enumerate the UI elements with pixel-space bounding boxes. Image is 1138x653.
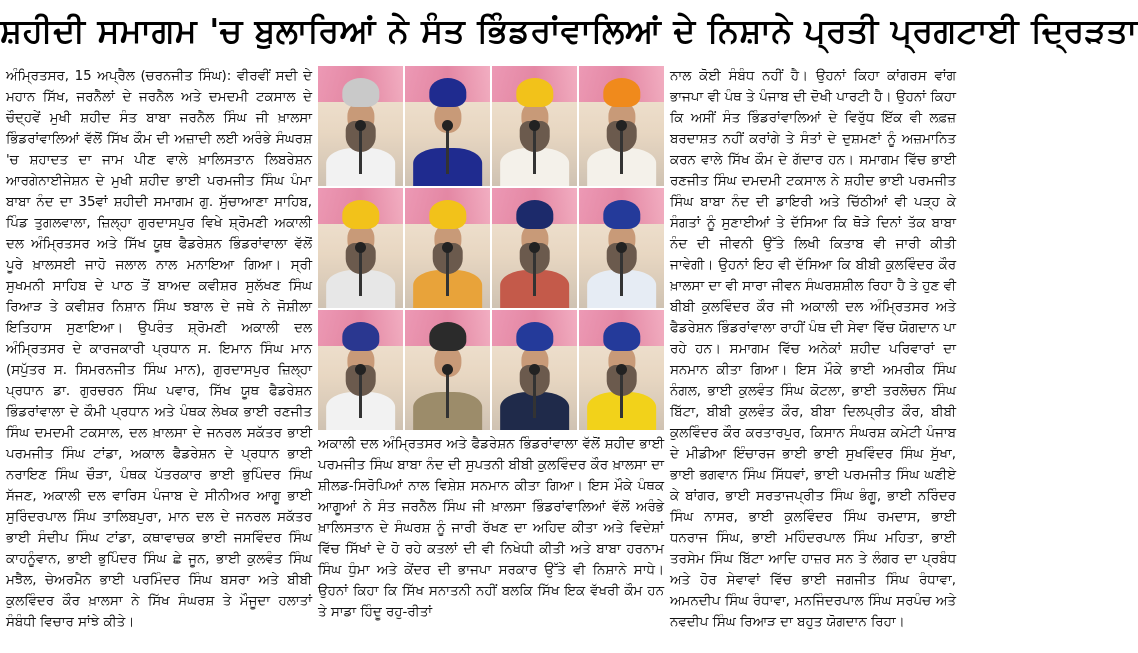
speaker-turban [429, 200, 466, 229]
speaker-photo [405, 66, 490, 186]
article-text-col1: ਅੰਮ੍ਰਿਤਸਰ, 15 ਅਪ੍ਰੈਲ (ਚਰਨਜੀਤ ਸਿੰਘ): ਵੀਰਵੀਂ ਸਦੀ ਦੇ ਮਹਾਨ ਸਿੱਖ, ਜਰਨੈਲਾਂ ਦੇ ਜਰਨੈਲ ਅਤੇ ਦਮਦਮੀ ਟਕਸਾਲ ਦੇ ਚੌਦ੍ਹਵੇਂ ਮੁਖੀ ਸ਼ਹੀਦ ਸੰਤ ਬਾਬਾ ਜਰਨੈਲ ਸਿੰਘ ਜੀ ਖ਼ਾਲਸਾ ਭਿੰਡਰਾਂਵਾਲਿਆਂ ਵੱਲੋਂ ਸਿੱਖ ਕੌਮ ਦੀ ਅਜ਼ਾਦੀ ਲਈ ਅਰੰਭੇ ਸੰਘਰਸ਼ 'ਚ ਸ਼ਹਾਦਤ ਦਾ ਜਾਮ ਪੀਣ ਵਾਲੇ ਖ਼ਾਲਿਸਤਾਨ ਲਿਬਰੇਸ਼ਨ ਆਰਗੇਨਾਈਜੇਸ਼ਨ ਦੇ ਮੁਖੀ ਸ਼ਹੀਦ ਭਾਈ ਪਰਮਜੀਤ ਸਿੰਘ ਪੰਮਾ ਬਾਬਾ ਨੰਦ ਦਾ 35ਵਾਂ ਸ਼ਹੀਦੀ ਸਮਾਗਮ ਗੁ. ਸੁੱਚਾਆਣਾ ਸਾਹਿਬ, ਪਿੰਡ ਤੁਗਲਵਾਲਾ, ਜ਼ਿਲ੍ਹਾ ਗੁਰਦਾਸਪੁਰ ਵਿਖੇ ਸ਼੍ਰੋਮਣੀ ਅਕਾਲੀ ਦਲ ਅੰਮ੍ਰਿਤਸਰ ਅਤੇ ਸਿੱਖ ਯੂਥ ਫੈਡਰੇਸ਼ਨ ਭਿੰਡਰਾਂਵਾਲਾ ਵੱਲੋਂ ਪੂਰੇ ਖ਼ਾਲਸਈ ਜਾਹੋ ਜਲਾਲ ਨਾਲ ਮਨਾਇਆ ਗਿਆ। ਸ੍ਰੀ ਸੁਖਮਨੀ ਸਾਹਿਬ ਦੇ ਪਾਠ ਤੋਂ ਬਾਅਦ ਕਵੀਸ਼ਰ ਸੁਲੱਖਣ ਸਿੰਘ ਰਿਆੜ ਤੇ ਕਵੀਸ਼ਰ ਨਿਸ਼ਾਨ ਸਿੰਘ ਝਬਾਲ ਦੇ ਜਥੇ ਨੇ ਜੋਸ਼ੀਲਾ ਇਤਿਹਾਸ ਸੁਣਾਇਆ। ਉਪਰੰਤ ਸ਼੍ਰੋਮਣੀ ਅਕਾਲੀ ਦਲ ਅੰਮ੍ਰਿਤਸਰ ਦੇ ਕਾਰਜਕਾਰੀ ਪ੍ਰਧਾਨ ਸ. ਇਮਾਨ ਸਿੰਘ ਮਾਨ (ਸਪੁੱਤਰ ਸ. ਸਿਮਰਨਜੀਤ ਸਿੰਘ ਮਾਨ), ਗੁਰਦਾਸਪੁਰ ਜ਼ਿਲ੍ਹਾ ਪ੍ਰਧਾਨ ਡਾ. ਗੁਰਚਰਨ ਸਿੰਘ ਪਵਾਰ, ਸਿੱਖ ਯੂਥ ਫੈਡਰੇਸ਼ਨ ਭਿੰਡਰਾਂਵਾਲਾ ਦੇ ਕੌਮੀ ਪ੍ਰਧਾਨ ਅਤੇ ਪੰਥਕ ਲੇਖਕ ਭਾਈ ਰਣਜੀਤ ਸਿੰਘ ਦਮਦਮੀ ਟਕਸਾਲ, ਦਲ ਖ਼ਾਲਸਾ ਦੇ ਜਨਰਲ ਸਕੱਤਰ ਭਾਈ ਪਰਮਜੀਤ ਸਿੰਘ ਟਾਂਡਾ, ਅਕਾਲ ਫੈਡਰੇਸ਼ਨ ਦੇ ਪ੍ਰਧਾਨ ਭਾਈ ਨਰਾਇਣ ਸਿੰਘ ਚੌੜਾ, ਪੰਥਕ ਪੱਤਰਕਾਰ ਭਾਈ ਭੁਪਿੰਦਰ ਸਿੰਘ ਸੱਜਣ, ਅਕਾਲੀ ਦਲ ਵਾਰਿਸ ਪੰਜਾਬ ਦੇ ਸੀਨੀਅਰ ਆਗੂ ਭਾਈ ਸੁਰਿੰਦਰਪਾਲ ਸਿੰਘ ਤਾਲਿਬਪੁਰਾ, ਮਾਨ ਦਲ ਦੇ ਜਨਰਲ ਸਕੱਤਰ ਭਾਈ ਸੰਦੀਪ ਸਿੰਘ ਟਾਂਡਾ, ਕਥਾਵਾਚਕ ਭਾਈ ਜਸਵਿੰਦਰ ਸਿੰਘ ਕਾਹਨੂੰਵਾਨ, ਭਾਈ ਭੁਪਿੰਦਰ ਸਿੰਘ ਛੇ ਜੂਨ, ਭਾਈ ਕੁਲਵੰਤ ਸਿੰਘ ਮਝੈਲ, ਚੇਅਰਮੈਨ ਭਾਈ ਪਰਮਿੰਦਰ ਸਿੰਘ ਬਸਰਾ ਅਤੇ ਬੀਬੀ ਕੁਲਵਿੰਦਰ ਕੌਰ ਖ਼ਾਲਸਾ ਨੇ ਸਿੱਖ ਸੰਘਰਸ਼ ਤੇ ਮੌਜੂਦਾ ਹਲਾਤਾਂ ਸੰਬੰਧੀ ਵਿਚਾਰ ਸਾਂਝੇ ਕੀਤੇ। [6, 69, 312, 630]
article-column-3 [670, 66, 956, 650]
speaker-turban [603, 322, 640, 351]
microphone-icon [446, 370, 449, 418]
speaker-turban [603, 200, 640, 229]
speaker-turban [342, 200, 379, 229]
speaker-turban [516, 78, 553, 107]
speaker-photo [318, 66, 403, 186]
microphone-icon [359, 248, 362, 296]
speaker-photo [579, 310, 664, 430]
speaker-photo [579, 66, 664, 186]
article-text-col2: ਅਕਾਲੀ ਦਲ ਅੰਮ੍ਰਿਤਸਰ ਅਤੇ ਫੈਡਰੇਸ਼ਨ ਭਿੰਡਰਾਂਵਾਲਾ ਵੱਲੋਂ ਸ਼ਹੀਦ ਭਾਈ ਪਰਮਜੀਤ ਸਿੰਘ ਬਾਬਾ ਨੰਦ ਦੀ ਸੁਪਤਨੀ ਬੀਬੀ ਕੁਲਵਿੰਦਰ ਕੌਰ ਖ਼ਾਲਸਾ ਦਾ ਸ਼ੀਲਡ-ਸਿਰੋਪਿਆਂ ਨਾਲ ਵਿਸ਼ੇਸ਼ ਸਨਮਾਨ ਕੀਤਾ ਗਿਆ। ਇਸ ਮੌਕੇ ਪੰਥਕ ਆਗੂਆਂ ਨੇ ਸੰਤ ਜਰਨੈਲ ਸਿੰਘ ਜੀ ਖ਼ਾਲਸਾ ਭਿੰਡਰਾਂਵਾਲਿਆਂ ਵੱਲੋਂ ਅਰੰਭੇ ਖ਼ਾਲਿਸਤਾਨ ਦੇ ਸੰਘਰਸ਼ ਨੂੰ ਜਾਰੀ ਰੱਖਣ ਦਾ ਅਹਿਦ ਕੀਤਾ ਅਤੇ ਵਿਦੇਸ਼ਾਂ ਵਿੱਚ ਸਿੱਖਾਂ ਦੇ ਹੋ ਰਹੇ ਕਤਲਾਂ ਦੀ ਵੀ ਨਿਖੇਧੀ ਕੀਤੀ ਅਤੇ ਬਾਬਾ ਹਰਨਾਮ ਸਿੰਘ ਧੁੰਮਾ ਅਤੇ ਕੇਂਦਰ ਦੀ ਭਾਜਪਾ ਸਰਕਾਰ ਉੱਤੇ ਵੀ ਨਿਸ਼ਾਨੇ ਸਾਧੇ। ਉਹਨਾਂ ਕਿਹਾ ਕਿ ਸਿੱਖ ਸਨਾਤਨੀ ਨਹੀਂ ਬਲਕਿ ਸਿੱਖ ਇਕ ਵੱਖਰੀ ਕੌਮ ਹਨ ਤੇ ਸਾਡਾ ਹਿੰਦੂ ਰਹੁ-ਰੀਤਾਂ [318, 437, 664, 620]
speaker-photo [318, 310, 403, 430]
microphone-icon [359, 370, 362, 418]
photo-collage [318, 66, 664, 430]
speaker-turban [429, 322, 466, 351]
microphone-icon [533, 370, 536, 418]
speaker-photo [492, 66, 577, 186]
article-column-2 [318, 434, 664, 650]
speaker-turban [429, 78, 466, 107]
microphone-icon [620, 370, 623, 418]
microphone-icon [446, 126, 449, 174]
microphone-icon [620, 248, 623, 296]
article-text-col3: ਨਾਲ ਕੋਈ ਸੰਬੰਧ ਨਹੀਂ ਹੈ। ਉਹਨਾਂ ਕਿਹਾ ਕਾਂਗਰਸ ਵਾਂਗ ਭਾਜਪਾ ਵੀ ਪੰਥ ਤੇ ਪੰਜਾਬ ਦੀ ਦੋਖੀ ਪਾਰਟੀ ਹੈ। ਉਹਨਾਂ ਕਿਹਾ ਕਿ ਅਸੀਂ ਸੰਤ ਭਿੰਡਰਾਂਵਾਲਿਆਂ ਦੇ ਵਿਰੁੱਧ ਇੱਕ ਵੀ ਲਫ਼ਜ਼ ਬਰਦਾਸ਼ਤ ਨਹੀਂ ਕਰਾਂਗੇ ਤੇ ਸੰਤਾਂ ਦੇ ਦੁਸ਼ਮਣਾਂ ਨੂੰ ਅਜ਼ਮਾਨਿਤ ਕਰਨ ਵਾਲੇ ਸਿੱਖ ਕੌਮ ਦੇ ਗੱਦਾਰ ਹਨ। ਸਮਾਗਮ ਵਿੱਚ ਭਾਈ ਰਣਜੀਤ ਸਿੰਘ ਦਮਦਮੀ ਟਕਸਾਲ ਨੇ ਸ਼ਹੀਦ ਭਾਈ ਪਰਮਜੀਤ ਸਿੰਘ ਬਾਬਾ ਨੰਦ ਦੀ ਡਾਇਰੀ ਅਤੇ ਚਿੱਠੀਆਂ ਵੀ ਪੜ੍ਹ ਕੇ ਸੰਗਤਾਂ ਨੂੰ ਸੁਣਾਈਆਂ ਤੇ ਦੱਸਿਆ ਕਿ ਥੋੜੇ ਦਿਨਾਂ ਤੱਕ ਬਾਬਾ ਨੰਦ ਦੀ ਜੀਵਨੀ ਉੱਤੇ ਲਿਖੀ ਕਿਤਾਬ ਵੀ ਜਾਰੀ ਕੀਤੀ ਜਾਵੇਗੀ। ਉਹਨਾਂ ਇਹ ਵੀ ਦੱਸਿਆ ਕਿ ਬੀਬੀ ਕੁਲਵਿੰਦਰ ਕੌਰ ਖ਼ਾਲਸਾ ਦਾ ਵੀ ਸਾਰਾ ਜੀਵਨ ਸੰਘਰਸ਼ਸ਼ੀਲ ਰਿਹਾ ਹੈ ਤੇ ਹੁਣ ਵੀ ਬੀਬੀ ਕੁਲਵਿੰਦਰ ਕੌਰ ਜੀ ਅਕਾਲੀ ਦਲ ਅੰਮ੍ਰਿਤਸਰ ਅਤੇ ਫੈਡਰੇਸ਼ਨ ਭਿੰਡਰਾਂਵਾਲਾ ਰਾਹੀਂ ਪੰਥ ਦੀ ਸੇਵਾ ਵਿੱਚ ਯੋਗਦਾਨ ਪਾ ਰਹੇ ਹਨ। ਸਮਾਗਮ ਵਿੱਚ ਅਨੇਕਾਂ ਸ਼ਹੀਦ ਪਰਿਵਾਰਾਂ ਦਾ ਸਨਮਾਨ ਕੀਤਾ ਗਿਆ। ਇਸ ਮੌਕੇ ਭਾਈ ਅਮਰੀਕ ਸਿੰਘ ਨੰਗਲ, ਭਾਈ ਕੁਲਵੰਤ ਸਿੰਘ ਕੋਟਲਾ, ਭਾਈ ਤਰਲੋਚਨ ਸਿੰਘ ਬਿੱਟਾ, ਬੀਬੀ ਕੁਲਵੰਤ ਕੌਰ, ਬੀਬਾ ਦਿਲਪ੍ਰੀਤ ਕੌਰ, ਬੀਬੀ ਕੁਲਵਿੰਦਰ ਕੌਰ ਕਰਤਾਰਪੁਰ, ਕਿਸਾਨ ਸੰਘਰਸ਼ ਕਮੇਟੀ ਪੰਜਾਬ ਦੇ ਮੀਡੀਆ ਇੰਚਾਰਜ ਭਾਈ ਭਾਈ ਸੁਖਵਿੰਦਰ ਸਿੰਘ ਸੁੱਖਾ, ਭਾਈ ਭਗਵਾਨ ਸਿੰਘ ਸਿੱਧਵਾਂ, ਭਾਈ ਪਰਮਜੀਤ ਸਿੰਘ ਘਣੀਏ ਕੇ ਬਾਂਗਰ, ਭਾਈ ਸਰਤਾਜਪ੍ਰੀਤ ਸਿੰਘ ਭੰਗੂ, ਭਾਈ ਨਰਿੰਦਰ ਸਿੰਘ ਨਾਸਰ, ਭਾਈ ਕੁਲਵਿੰਦਰ ਸਿੰਘ ਰਮਦਾਸ, ਭਾਈ ਧਨਰਾਜ ਸਿੰਘ, ਭਾਈ ਮਹਿੰਦਰਪਾਲ ਸਿੰਘ ਮਹਿਤਾ, ਭਾਈ ਤਰਸੇਮ ਸਿੰਘ ਬਿੱਟਾ ਆਦਿ ਹਾਜ਼ਰ ਸਨ ਤੇ ਲੰਗਰ ਦਾ ਪ੍ਰਬੰਧ ਅਤੇ ਹੋਰ ਸੇਵਾਵਾਂ ਵਿੱਚ ਭਾਈ ਜਗਜੀਤ ਸਿੰਘ ਰੰਧਾਵਾ, ਅਮਨਦੀਪ ਸਿੰਘ ਰੰਧਾਵਾ, ਮਨਜਿੰਦਰਪਾਲ ਸਿੰਘ ਸਰਪੰਚ ਅਤੇ ਨਵਦੀਪ ਸਿੰਘ ਰਿਆੜ ਦਾ ਬਹੁਤ ਯੋਗਦਾਨ ਰਿਹਾ। [670, 69, 956, 630]
speaker-photo [405, 310, 490, 430]
article-column-1 [6, 66, 312, 650]
speaker-turban [342, 78, 379, 107]
speaker-turban [342, 322, 379, 351]
speaker-photo [492, 188, 577, 308]
speaker-turban [516, 322, 553, 351]
speaker-photo [492, 310, 577, 430]
microphone-icon [620, 126, 623, 174]
microphone-icon [446, 248, 449, 296]
microphone-icon [533, 126, 536, 174]
speaker-photo [405, 188, 490, 308]
speaker-turban [516, 200, 553, 229]
speaker-photo [579, 188, 664, 308]
speaker-photo [318, 188, 403, 308]
microphone-icon [533, 248, 536, 296]
headline: ਸ਼ਹੀਦੀ ਸਮਾਗਮ 'ਚ ਬੁਲਾਰਿਆਂ ਨੇ ਸੰਤ ਭਿੰਡਰਾਂਵਾਲਿਆਂ ਦੇ ਨਿਸ਼ਾਨੇ ਪ੍ਰਤੀ ਪ੍ਰਗਟਾਈ ਦ੍ਰਿੜਤਾ [0, 11, 1138, 50]
microphone-icon [359, 126, 362, 174]
speaker-turban [603, 78, 640, 107]
